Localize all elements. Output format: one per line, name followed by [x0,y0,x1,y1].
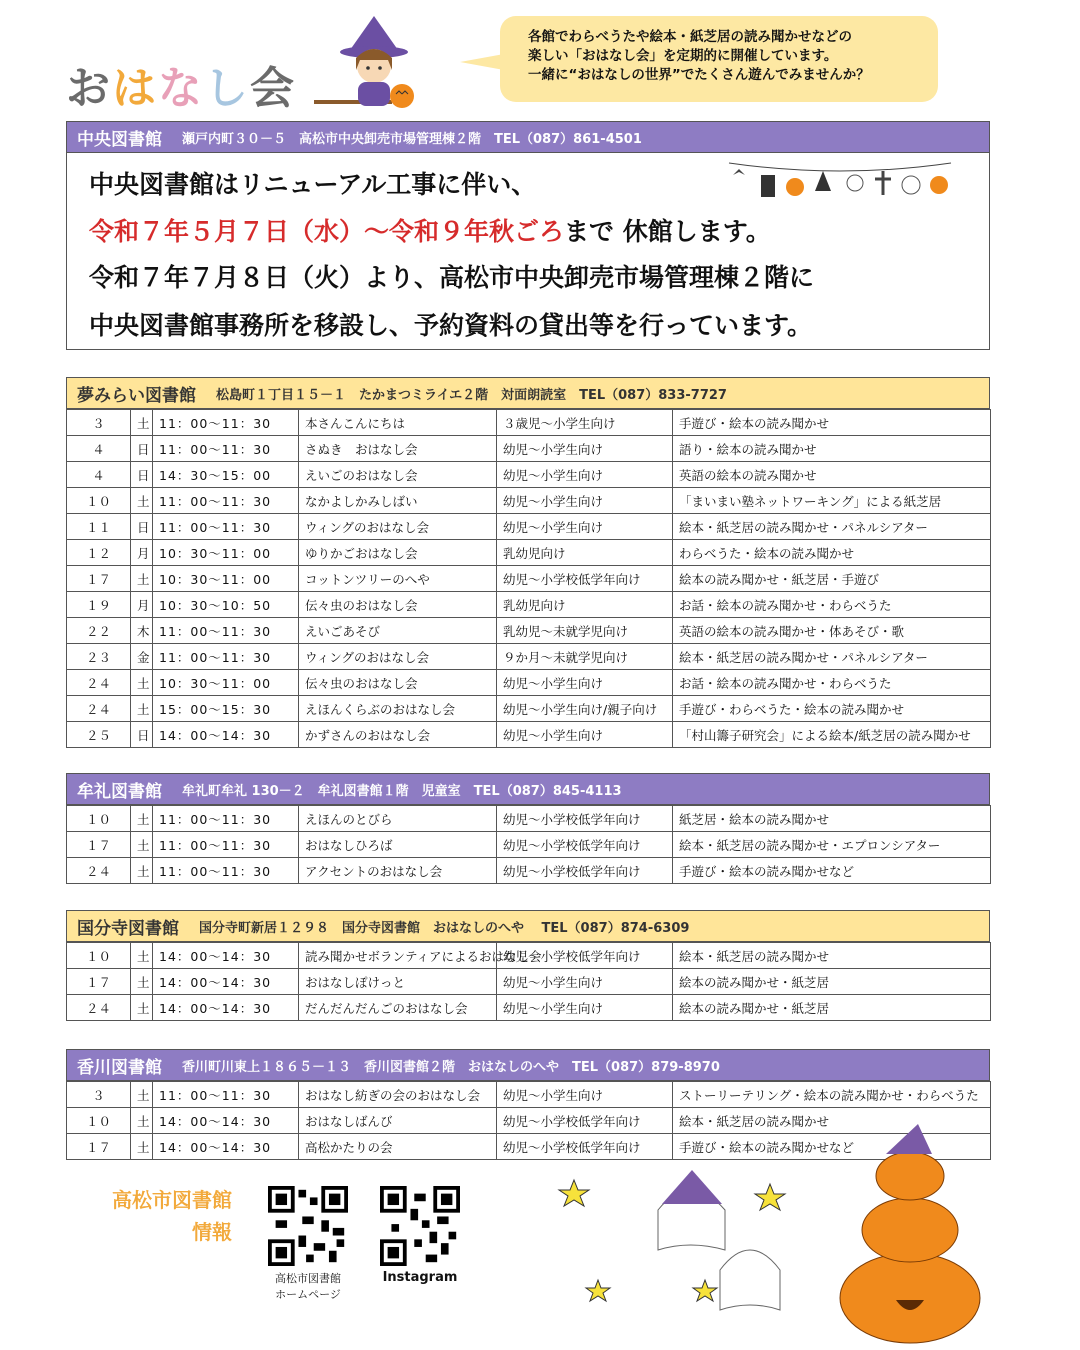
weekday-cell: 土 [131,670,153,696]
halloween-garland-icon [725,157,955,205]
audience-cell: 幼児～小学生向け [497,969,673,995]
pumpkin-stack-icon [840,1124,980,1343]
time-cell: 14：00～14：30 [153,969,299,995]
kokubunji-schedule [66,942,991,1021]
witch-illustration-icon [312,10,424,115]
time-cell: 11：00～11：30 [153,1082,299,1108]
time-cell: 15：00～15：30 [153,696,299,722]
table-row [67,462,991,488]
central-library-header [66,121,990,153]
day-cell: ２４ [67,858,131,884]
day-cell: ４ [67,436,131,462]
content-cell: 「まいまい塾ネットワーキング」による紙芝居 [673,488,991,514]
weekday-cell: 日 [131,462,153,488]
event-name-cell: おはなしひろば [299,832,497,858]
audience-cell: 幼児～小学校低学年向け [497,943,673,969]
notice-line-4: 中央図書館事務所を移設し、予約資料の貸出等を行っています。 [89,311,813,340]
audience-cell: 乳幼児向け [497,592,673,618]
audience-cell: 幼児～小学生向け [497,514,673,540]
qr-code-icon [268,1186,348,1266]
content-cell: 絵本・紙芝居の読み聞かせ・パネルシアター [673,644,991,670]
day-cell: １０ [67,1108,131,1134]
event-name-cell: ウィングのおはなし会 [299,644,497,670]
weekday-cell: 土 [131,995,153,1021]
time-cell: 14：30～15：00 [153,462,299,488]
event-name-cell: 読み聞かせボランティアによるおはなし会 [299,943,497,969]
notice-line-1: 中央図書館はリニューアル工事に伴い、 [89,170,537,199]
table-row [67,514,991,540]
content-cell: ストーリーテリング・絵本の読み聞かせ・わらべうた [673,1082,991,1108]
day-cell: １７ [67,969,131,995]
event-name-cell: おはなしばんび [299,1108,497,1134]
library-name: 国分寺図書館 [77,918,179,939]
content-cell: 手遊び・絵本の読み聞かせなど [673,858,991,884]
table-row [67,566,991,592]
time-cell: 14：00～14：30 [153,1134,299,1160]
time-cell: 11：00～11：30 [153,436,299,462]
day-cell: ４ [67,462,131,488]
content-cell: 手遊び・わらべうた・絵本の読み聞かせ [673,696,991,722]
yume-mirai-schedule [66,409,991,748]
notice-line-3: 令和７年７月８日（火）より、高松市中央卸売市場管理棟２階に [89,263,815,292]
content-cell: 絵本・紙芝居の読み聞かせ・パネルシアター [673,514,991,540]
day-cell: ２３ [67,644,131,670]
library-name: 香川図書館 [77,1057,162,1078]
day-cell: ３ [67,410,131,436]
audience-cell: 乳幼児～未就学児向け [497,618,673,644]
audience-cell: 幼児～小学校低学年向け [497,858,673,884]
table-row [67,858,991,884]
event-name-cell: だんだんだんごのおはなし会 [299,995,497,1021]
library-name: 中央図書館 [77,129,162,150]
content-cell: 英語の絵本の読み聞かせ・体あそび・歌 [673,618,991,644]
table-row [67,618,991,644]
audience-cell: 幼児～小学校低学年向け [497,832,673,858]
event-name-cell: 高松かたりの会 [299,1134,497,1160]
time-cell: 14：00～14：30 [153,722,299,748]
weekday-cell: 土 [131,943,153,969]
content-cell: 語り・絵本の読み聞かせ [673,436,991,462]
time-cell: 11：00～11：30 [153,618,299,644]
day-cell: ２４ [67,670,131,696]
table-row [67,488,991,514]
time-cell: 14：00～14：30 [153,995,299,1021]
day-cell: ２２ [67,618,131,644]
table-row [67,696,991,722]
event-name-cell: アクセントのおはなし会 [299,858,497,884]
event-name-cell: えいごあそび [299,618,497,644]
content-cell: 「村山籌子研究会」による絵本/紙芝居の読み聞かせ [673,722,991,748]
halloween-decoration [540,1130,1000,1345]
day-cell: ３ [67,1082,131,1108]
content-cell: お話・絵本の読み聞かせ・わらべうた [673,670,991,696]
content-cell: お話・絵本の読み聞かせ・わらべうた [673,592,991,618]
weekday-cell: 土 [131,696,153,722]
day-cell: １７ [67,566,131,592]
day-cell: １２ [67,540,131,566]
table-row [67,1082,991,1108]
weekday-cell: 土 [131,1108,153,1134]
time-cell: 10：30～11：00 [153,566,299,592]
time-cell: 11：00～11：30 [153,410,299,436]
qr-code-icon [380,1186,460,1266]
day-cell: ２４ [67,696,131,722]
content-cell: 英語の絵本の読み聞かせ [673,462,991,488]
event-name-cell: 伝々虫のおはなし会 [299,592,497,618]
mure-schedule [66,805,991,884]
weekday-cell: 土 [131,566,153,592]
audience-cell: 幼児～小学生向け [497,670,673,696]
day-cell: １０ [67,943,131,969]
table-row [67,995,991,1021]
event-name-cell: おはなしぽけっと [299,969,497,995]
day-cell: ２４ [67,995,131,1021]
content-cell: 絵本・紙芝居の読み聞かせ [673,943,991,969]
day-cell: １７ [67,1134,131,1160]
content-cell: 絵本の読み聞かせ・紙芝居 [673,969,991,995]
day-cell: １１ [67,514,131,540]
audience-cell: 幼児～小学生向け [497,995,673,1021]
instagram-qr[interactable]: Instagram [380,1186,460,1285]
time-cell: 10：30～10：50 [153,592,299,618]
audience-cell: 幼児～小学生向け [497,488,673,514]
table-row [67,540,991,566]
weekday-cell: 日 [131,514,153,540]
event-name-cell: ゆりかごおはなし会 [299,540,497,566]
audience-cell: 幼児～小学校低学年向け [497,1108,673,1134]
content-cell: 絵本の読み聞かせ・紙芝居 [673,995,991,1021]
library-address: 瀬戸内町３０－５ 高松市中央卸売市場管理棟２階 TEL（087）861-4501 [182,131,642,147]
table-row [67,806,991,832]
content-cell: 手遊び・絵本の読み聞かせ [673,410,991,436]
library-name: 牟礼図書館 [77,781,162,802]
library-address: 牟礼町牟礼 130－２ 牟礼図書館１階 児童室 TEL（087）845-4113 [182,783,622,799]
content-cell: 絵本の読み聞かせ・紙芝居・手遊び [673,566,991,592]
weekday-cell: 月 [131,540,153,566]
weekday-cell: 土 [131,488,153,514]
weekday-cell: 土 [131,1134,153,1160]
closure-period: 令和７年５月７日（水）～令和９年秋ごろ [89,217,565,246]
day-cell: １０ [67,488,131,514]
library-name: 夢みらい図書館 [77,385,196,406]
weekday-cell: 土 [131,832,153,858]
content-cell: 手遊び・絵本の読み聞かせなど [673,1134,991,1160]
weekday-cell: 日 [131,436,153,462]
content-cell: 紙芝居・絵本の読み聞かせ [673,806,991,832]
event-name-cell: えほんのとびら [299,806,497,832]
time-cell: 10：30～11：00 [153,540,299,566]
time-cell: 11：00～11：30 [153,806,299,832]
weekday-cell: 月 [131,592,153,618]
weekday-cell: 土 [131,806,153,832]
kokubunji-header [66,910,990,942]
mure-header [66,773,990,805]
library-address: 香川町川東上１８６５－１３ 香川図書館２階 おはなしのへや TEL（087）879-8970 [182,1059,720,1075]
time-cell: 11：00～11：30 [153,514,299,540]
weekday-cell: 土 [131,858,153,884]
audience-cell: 幼児～小学生向け [497,462,673,488]
time-cell: 11：00～11：30 [153,832,299,858]
table-row [67,722,991,748]
table-row [67,436,991,462]
content-cell: 絵本・紙芝居の読み聞かせ・エプロンシアター [673,832,991,858]
audience-cell: 幼児～小学生向け [497,436,673,462]
time-cell: 10：30～11：00 [153,670,299,696]
closure-notice [66,152,990,350]
content-cell: 絵本・紙芝居の読み聞かせ [673,1108,991,1134]
weekday-cell: 金 [131,644,153,670]
audience-cell: 幼児～小学生向け/親子向け [497,696,673,722]
table-row [67,644,991,670]
audience-cell: 乳幼児向け [497,540,673,566]
yume-mirai-header [66,377,990,409]
audience-cell: 幼児～小学校低学年向け [497,806,673,832]
event-name-cell: 伝々虫のおはなし会 [299,670,497,696]
table-row [67,592,991,618]
audience-cell: 幼児～小学校低学年向け [497,1134,673,1160]
event-name-cell: かずさんのおはなし会 [299,722,497,748]
event-name-cell: さぬき おはなし会 [299,436,497,462]
audience-cell: 幼児～小学生向け [497,722,673,748]
table-row [67,832,991,858]
event-name-cell: えほんくらぶのおはなし会 [299,696,497,722]
footer-title: 高松市図書館 情報 [112,1188,232,1244]
audience-cell: ３歳児～小学生向け [497,410,673,436]
time-cell: 11：00～11：30 [153,488,299,514]
library-address: 国分寺町新居１２９８ 国分寺図書館 おはなしのへや TEL（087）874-6309 [199,920,690,936]
event-name-cell: 本さんこんにちは [299,410,497,436]
table-row [67,943,991,969]
event-name-cell: コットンツリーのへや [299,566,497,592]
kagawa-header [66,1049,990,1081]
audience-cell: 幼児～小学校低学年向け [497,566,673,592]
day-cell: ２５ [67,722,131,748]
time-cell: 14：00～14：30 [153,943,299,969]
weekday-cell: 日 [131,722,153,748]
library-address: 松島町１丁目１５－１ たかまつミライエ２階 対面朗読室 TEL（087）833-7727 [216,387,727,403]
day-cell: １９ [67,592,131,618]
weekday-cell: 木 [131,618,153,644]
notice-line-2: 令和７年５月７日（水）～令和９年秋ごろまで 休館します。 [89,217,771,246]
table-row [67,670,991,696]
speech-bubble-tail [460,54,504,70]
day-cell: １０ [67,806,131,832]
ghost-icon [658,1170,780,1310]
event-name-cell: なかよしかみしばい [299,488,497,514]
time-cell: 11：00～11：30 [153,858,299,884]
event-name-cell: おはなし紡ぎの会のおはなし会 [299,1082,497,1108]
homepage-qr[interactable]: 高松市図書館 ホームページ [268,1186,348,1302]
event-name-cell: えいごのおはなし会 [299,462,497,488]
audience-cell: ９か月～未就学児向け [497,644,673,670]
weekday-cell: 土 [131,410,153,436]
time-cell: 11：00～11：30 [153,644,299,670]
table-row [67,410,991,436]
page-title: おはなし会 [66,63,296,114]
time-cell: 14：00～14：30 [153,1108,299,1134]
day-cell: １７ [67,832,131,858]
weekday-cell: 土 [131,969,153,995]
event-name-cell: ウィングのおはなし会 [299,514,497,540]
content-cell: わらべうた・絵本の読み聞かせ [673,540,991,566]
intro-text: 各館でわらべうたや絵本・紙芝居の読み聞かせなどの 楽しい「おはなし会」を定期的に開催しています。 一緒に“おはなしの世界”でたくさん遊んでみませんか？ [528,29,870,83]
audience-cell: 幼児～小学生向け [497,1082,673,1108]
weekday-cell: 土 [131,1082,153,1108]
table-row [67,969,991,995]
